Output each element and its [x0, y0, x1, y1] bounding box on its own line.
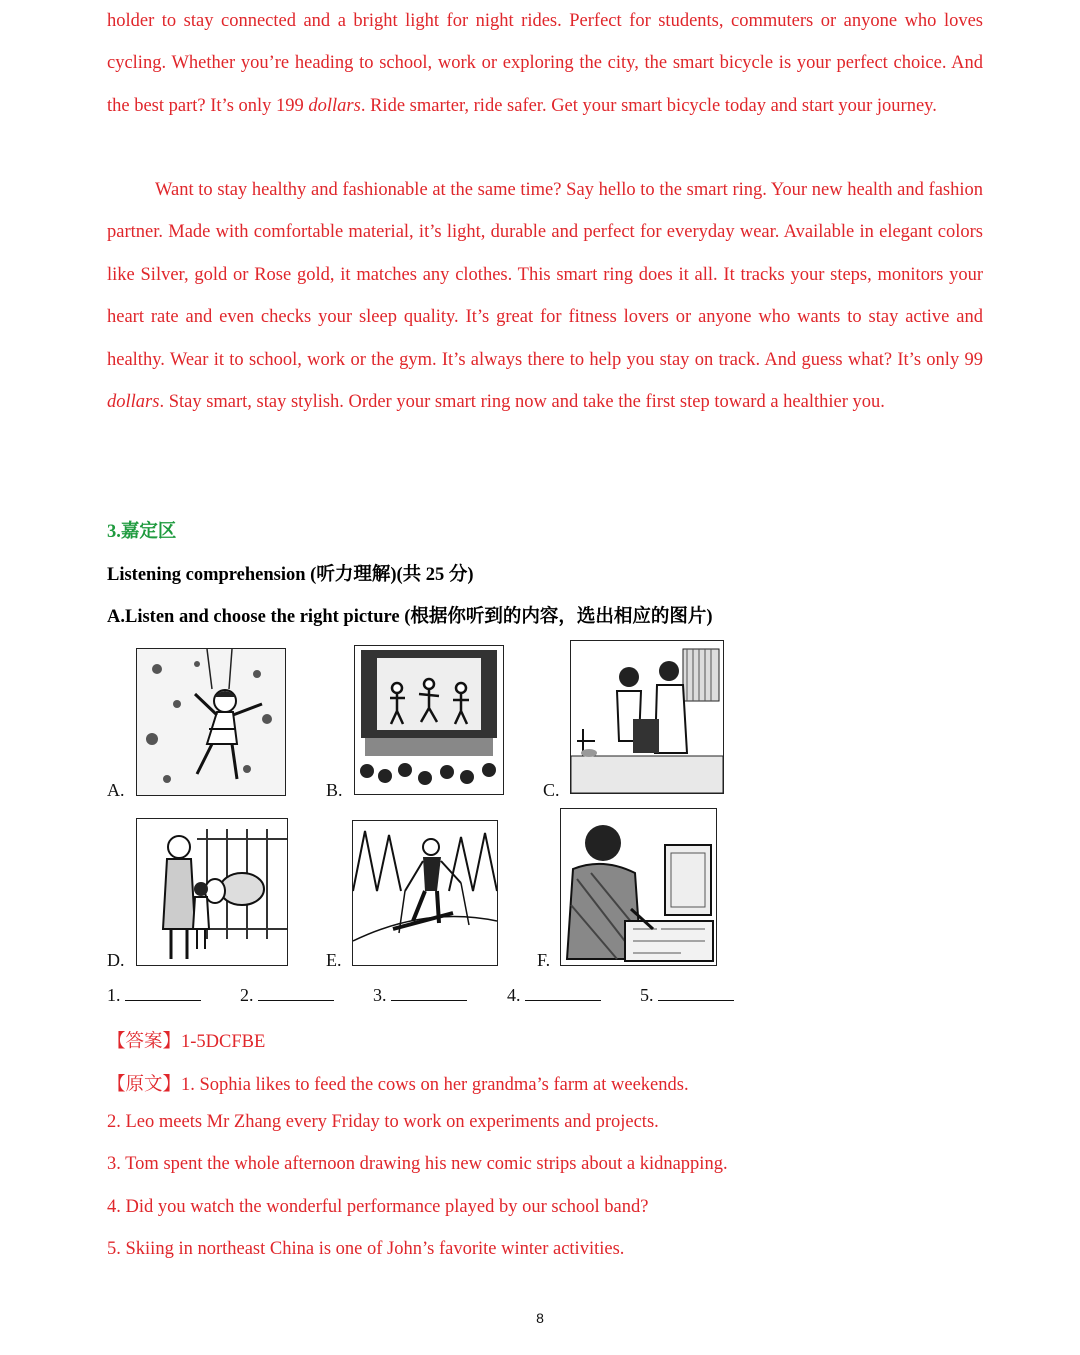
transcript-line-2: 2. Leo meets Mr Zhang every Friday to work on experiments and projects. — [107, 1112, 659, 1132]
answer-blank-4[interactable] — [507, 984, 601, 1006]
bicycle-ad-text: holder to stay connected and a bright light for night rides. Perfect for students, commuters or anyone who loves cycling. Whether you’re heading to school, work or exploring the city, the smart bicycle is your perfect choice. And the best part? It’s only 199 — [107, 11, 983, 116]
blank-number: 1. — [107, 985, 121, 1005]
transcript-line-4: 4. Did you watch the wonderful performance played by our school band? — [107, 1197, 649, 1217]
drawing-comics-picture — [560, 808, 717, 966]
bicycle-ad-paragraph — [107, 0, 983, 127]
picture-label-e: E. — [326, 950, 342, 970]
transcript-line-1 — [107, 1070, 689, 1096]
part-a-title: A.Listen and choose the right picture (根据你听到的内容，选出相应的图片) — [107, 607, 713, 627]
smart-ring-ad-text: Want to stay healthy and fashionable at the same time? Say hello to the smart ring. Your new health and fashion partner. Made with comfortable material, it’s light, durable and perfect for everyday wear. Available in elegant colors like Silver, gold or Rose gold, it matches any clothes. This smart ring does it all. It tracks your steps, monitors your heart rate and even checks your sleep quality. It’s great for fitness lovers or anyone who wants to stay active and healthy. Wear it to school, work or the gym. It’s always there to help you stay on track. And guess what? It’s only 99 — [107, 180, 983, 370]
farm-cows-picture — [136, 818, 288, 966]
blank-number: 5. — [640, 985, 654, 1005]
page-number: 8 — [536, 1310, 544, 1326]
currency-word: dollars — [107, 392, 160, 413]
transcript-tag: 【原文】 — [107, 1075, 182, 1095]
band-performance-picture — [354, 645, 504, 795]
blank-number: 3. — [373, 985, 387, 1005]
skiing-picture — [352, 820, 498, 966]
answer-text: 1-5DCFBE — [181, 1032, 266, 1052]
transcript-text: 1. Sophia likes to feed the cows on her grandma’s farm at weekends. — [181, 1075, 689, 1095]
answer-blank-5[interactable] — [640, 984, 734, 1006]
picture-label-d: D. — [107, 950, 125, 970]
lab-experiment-picture — [570, 640, 724, 794]
currency-word: dollars — [308, 95, 361, 116]
answer-key — [107, 1027, 265, 1053]
smart-ring-ad-paragraph — [107, 169, 983, 423]
answer-tag: 【答案】 — [107, 1032, 182, 1052]
blank-number: 2. — [240, 985, 254, 1005]
picture-label-b: B. — [326, 780, 343, 800]
answer-blank-1[interactable] — [107, 984, 201, 1006]
answer-blank-2[interactable] — [240, 984, 334, 1006]
blank-number: 4. — [507, 985, 521, 1005]
smart-ring-ad-text-end: . Stay smart, stay stylish. Order your smart ring now and take the first step toward a healthier you. — [159, 392, 885, 413]
transcript-line-3: 3. Tom spent the whole afternoon drawing his new comic strips about a kidnapping. — [107, 1154, 728, 1174]
bicycle-ad-text-end: . Ride smarter, ride safer. Get your smart bicycle today and start your journey. — [360, 95, 937, 116]
rock-climbing-picture — [136, 648, 286, 796]
answer-blank-3[interactable] — [373, 984, 467, 1006]
picture-label-a: A. — [107, 780, 125, 800]
picture-label-c: C. — [543, 780, 560, 800]
section-heading: 3.嘉定区 — [107, 522, 177, 542]
transcript-line-5: 5. Skiing in northeast China is one of John’s favorite winter activities. — [107, 1239, 625, 1259]
listening-title: Listening comprehension (听力理解)(共 25 分) — [107, 565, 474, 585]
picture-label-f: F. — [537, 950, 551, 970]
